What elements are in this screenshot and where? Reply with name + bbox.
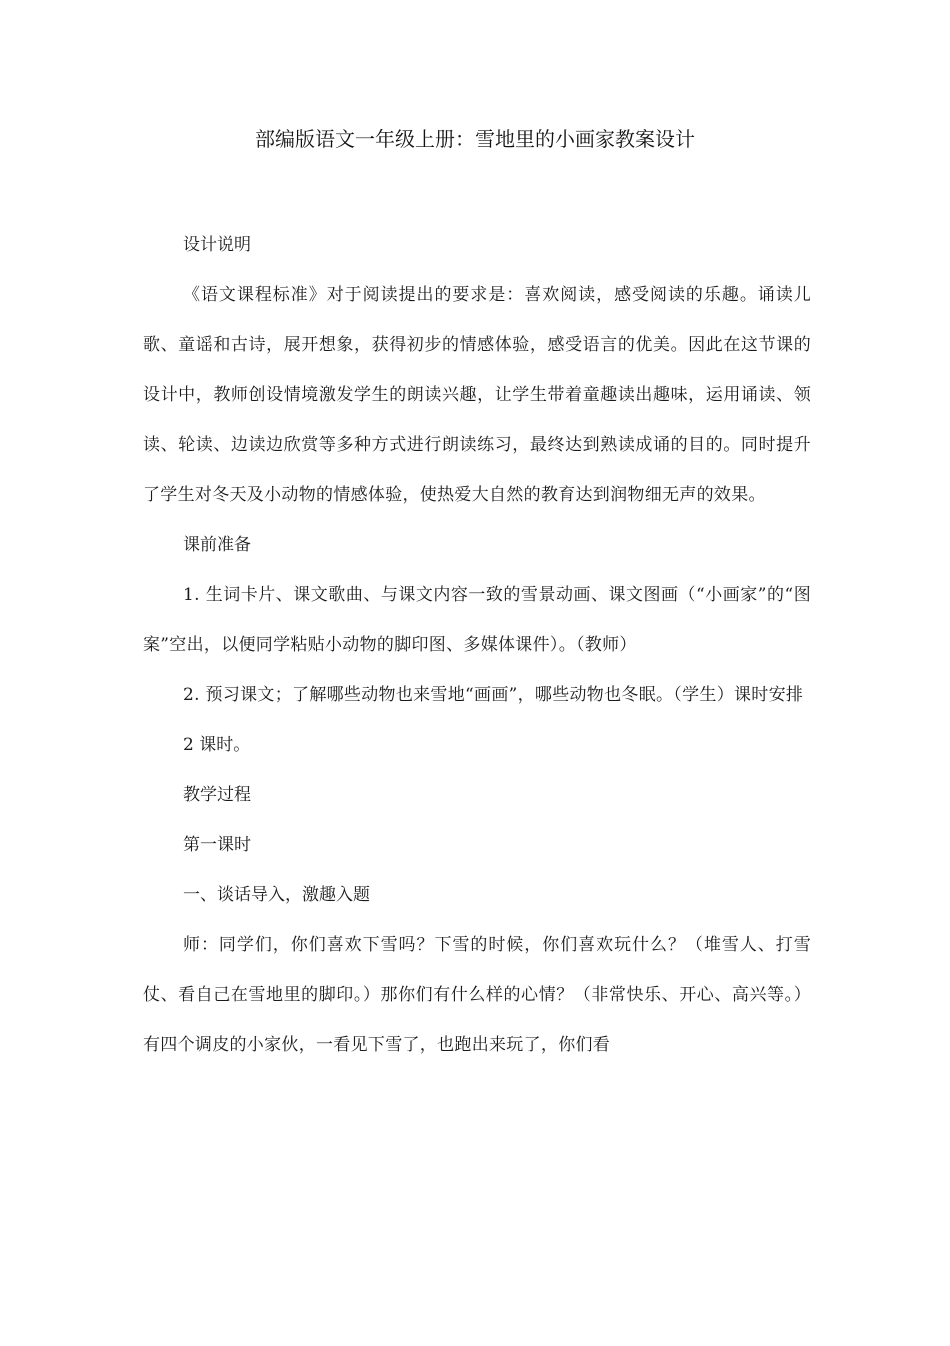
section-heading-design-notes: 设计说明 [183,235,251,255]
section-heading-first-lesson: 第一课时 [183,835,251,855]
section-heading-teaching-process: 教学过程 [183,785,251,805]
document-title: 部编版语文一年级上册：雪地里的小画家教案设计 [255,127,695,151]
paragraph-design-description: 《语文课程标准》对于阅读提出的要求是：喜欢阅读，感受阅读的乐趣。诵读儿歌、童谣和古诗，展开想象，获得初步的情感体验，感受语言的优美。因此在这节课的设计中，教师创设情境激发学生的朗读兴趣，让学生带着童趣读出趣味，运用诵读、领读、轮读、边读边欣赏等多种方式进行朗读练习，最终达到熟读成诵的目的。同时提升了学生对冬天及小动物的情感体验，使热爱大自然的教育达到润物细无声的效果。 [143,285,811,505]
section-heading-introduction: 一、谈话导入，激趣入题 [183,885,370,905]
paragraph-class-hours: 2 课时。 [183,735,251,755]
paragraph-preparation-item-1: 1. 生词卡片、课文歌曲、与课文内容一致的雪景动画、课文图画（“小画家”的“图案”空出，以便同学粘贴小动物的脚印图、多媒体课件）。（教师） [143,585,811,655]
document-body [143,220,811,1070]
section-heading-preparation: 课前准备 [183,535,251,555]
paragraph-teacher-dialogue: 师：同学们，你们喜欢下雪吗？下雪的时候，你们喜欢玩什么？（堆雪人、打雪仗、看自己在雪地里的脚印。）那你们有什么样的心情？（非常快乐、开心、高兴等。）有四个调皮的小家伙，一看见下雪了，也跑出来玩了，你们看 [143,935,811,1055]
paragraph-preparation-item-2: 2. 预习课文；了解哪些动物也来雪地“画画”，哪些动物也冬眠。（学生）课时安排 [183,685,804,705]
